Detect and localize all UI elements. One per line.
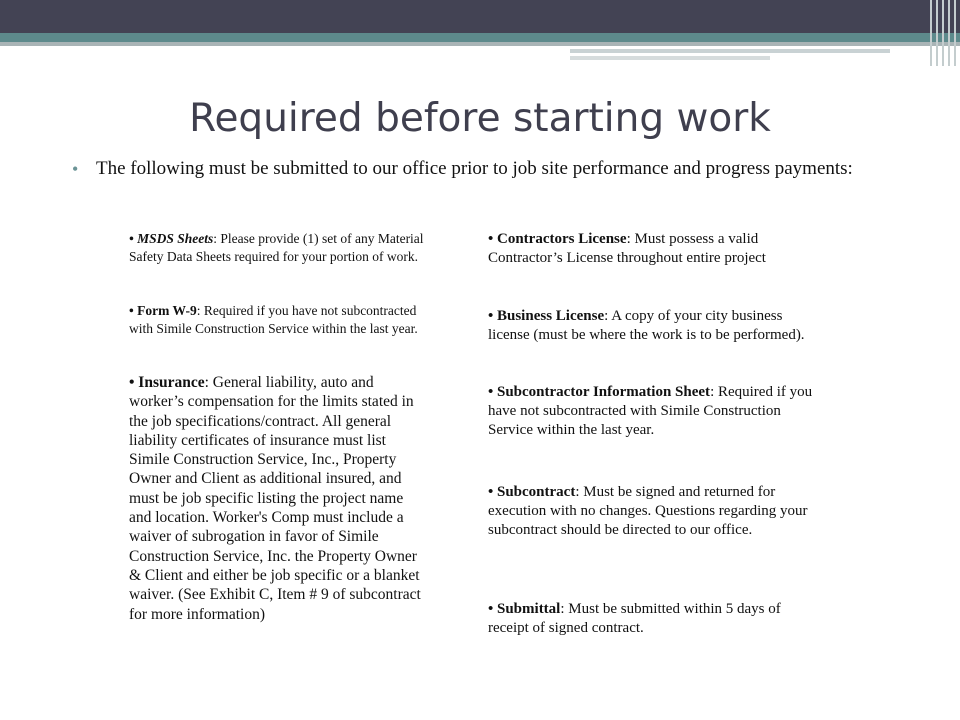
subcontractor-info-text: : Required if you have not subcontracted with Simile Construction Service within the last year. xyxy=(488,384,813,438)
header-band-teal xyxy=(0,33,960,42)
header-accent-line-short xyxy=(570,56,770,60)
intro-text: The following must be submitted to our office prior to job site performance and progress payments: xyxy=(96,158,853,179)
slide-title: Required before starting work xyxy=(189,96,771,141)
contractors-license-text: : Must possess a valid Contractor’s License throughout entire project xyxy=(488,231,766,266)
intro-bullet xyxy=(72,157,872,181)
business-license-item xyxy=(488,307,818,345)
subcontract-text: : Must be signed and returned for execution with no changes. Questions regarding your subcontract should be directed to our office. xyxy=(488,484,808,538)
insurance-item xyxy=(129,373,429,624)
header-accent-line xyxy=(570,49,890,53)
subcontract-label: • Subcontract xyxy=(488,484,576,500)
header-band-grey xyxy=(0,42,960,46)
subcontractor-info-item xyxy=(488,383,818,440)
subcontractor-info-label: • Subcontractor Information Sheet xyxy=(488,384,711,400)
msds-text: : Please provide (1) set of any Material Safety Data Sheets required for your portion of work. xyxy=(129,231,424,264)
w9-label: • Form W-9 xyxy=(129,303,197,318)
submittal-item xyxy=(488,600,818,638)
msds-item xyxy=(129,230,429,266)
insurance-text: : General liability, auto and worker’s compensation for the limits stated in the job specifications/contract. All general liability certificates of insurance must list Simile Construction Service, Inc., Property Owner and Client as additional insured, and must be job specific listing the project name and location. Worker's Comp must include a waiver of subrogation in favor of Simile Construction Service, Inc. the Property Owner & Client and either be job specific or a blanket waiver. (See Exhibit C, Item # 9 of subcontract for more information) xyxy=(129,374,421,623)
business-license-label: • Business License xyxy=(488,308,605,324)
subcontract-item xyxy=(488,483,818,540)
submittal-text: : Must be submitted within 5 days of receipt of signed contract. xyxy=(488,601,781,636)
contractors-license-item xyxy=(488,230,818,268)
business-license-text: : A copy of your city business license (must be where the work is to be performed). xyxy=(488,308,805,343)
w9-text: : Required if you have not subcontracted with Simile Construction Service within the last year. xyxy=(129,303,418,336)
header-vertical-bars xyxy=(926,0,960,66)
submittal-label: • Submittal xyxy=(488,601,561,617)
w9-item xyxy=(129,302,429,338)
insurance-label: • Insurance xyxy=(129,374,205,391)
contractors-license-label: • Contractors License xyxy=(488,231,627,247)
msds-label: • MSDS Sheets xyxy=(129,231,214,246)
header-band-dark xyxy=(0,0,960,33)
bullet-icon: • xyxy=(72,159,79,179)
